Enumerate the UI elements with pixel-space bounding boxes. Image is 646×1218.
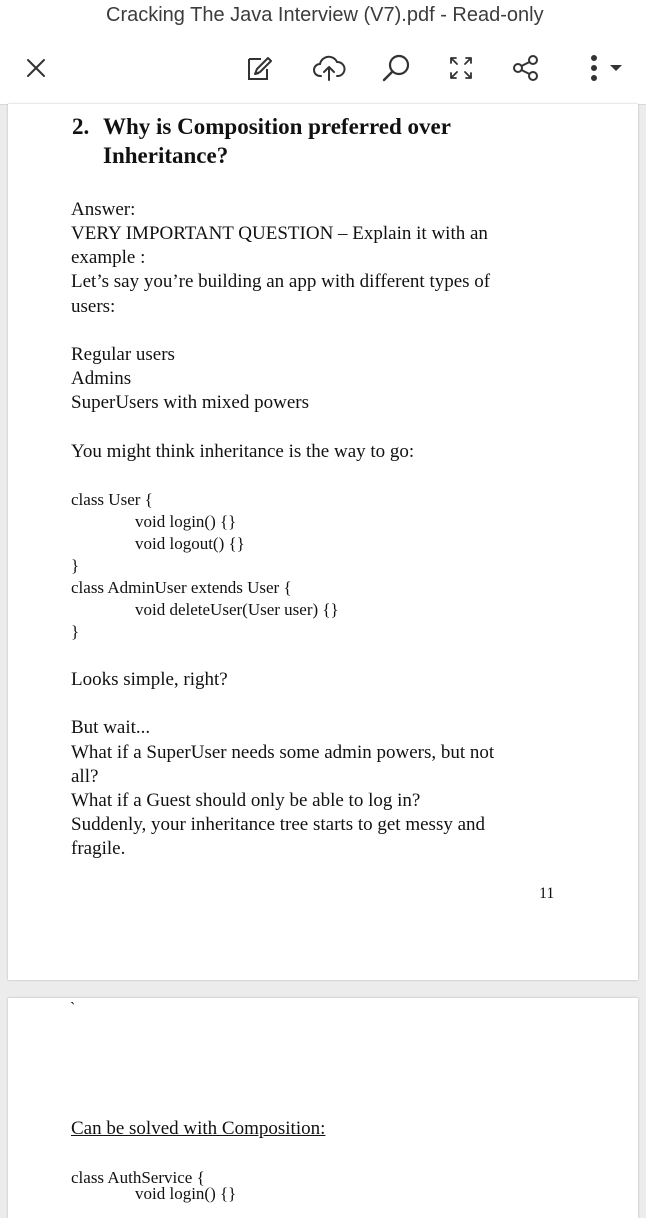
code-line: void deleteUser(User user) {}: [135, 600, 339, 619]
paragraph-line: fragile.: [71, 838, 126, 859]
question-title-line: Inheritance?: [103, 143, 229, 168]
paragraph-line: Looks simple, right?: [71, 669, 228, 690]
code-line: }: [71, 622, 80, 641]
paragraph-line: users:: [71, 296, 116, 317]
page-number: 11: [539, 885, 555, 902]
document-title: Cracking The Java Interview (V7).pdf - Read-only: [106, 4, 544, 26]
list-item: Regular users: [71, 344, 175, 365]
question-title-line: Why is Composition preferred over: [103, 114, 451, 139]
paragraph-line: You might think inheritance is the way to go:: [71, 441, 415, 462]
question-title: [103, 112, 523, 170]
paragraph-line: Let’s say you’re building an app with different types of: [71, 271, 491, 292]
top-toolbar: [0, 0, 646, 105]
close-icon[interactable]: [18, 50, 54, 86]
list-item: Admins: [71, 368, 132, 389]
code-line: class AdminUser extends User {: [71, 578, 292, 597]
paragraph-line: Suddenly, your inheritance tree starts to get messy and: [71, 814, 486, 835]
paragraph-line: But wait...: [71, 717, 151, 738]
section-heading: Can be solved with Composition:: [71, 1118, 326, 1139]
share-icon[interactable]: [508, 50, 544, 86]
code-line: void logout() {}: [135, 534, 245, 553]
stray-mark: `: [70, 1000, 76, 1017]
code-line: }: [71, 556, 80, 575]
cloud-upload-icon[interactable]: [311, 50, 347, 86]
answer-label: Answer:: [71, 199, 136, 220]
chevron-down-icon[interactable]: [604, 50, 628, 86]
code-line: void login() {}: [135, 1184, 237, 1203]
paragraph-line: What if a SuperUser needs some admin powers, but not: [71, 742, 495, 763]
list-item: SuperUsers with mixed powers: [71, 392, 309, 413]
edit-icon[interactable]: [241, 50, 277, 86]
paragraph-line: all?: [71, 766, 99, 787]
pdf-page-12: [8, 998, 638, 1218]
question-number: 2.: [72, 114, 90, 139]
search-icon[interactable]: [378, 50, 414, 86]
paragraph-line: VERY IMPORTANT QUESTION – Explain it with an: [71, 223, 488, 244]
fullscreen-icon[interactable]: [443, 50, 479, 86]
code-line: class AuthService {: [71, 1168, 205, 1187]
pdf-page-11: [8, 104, 638, 980]
paragraph-line: What if a Guest should only be able to log in?: [71, 790, 421, 811]
code-line: class User {: [71, 490, 153, 509]
paragraph-line: example :: [71, 247, 146, 268]
code-line: void login() {}: [135, 512, 237, 531]
